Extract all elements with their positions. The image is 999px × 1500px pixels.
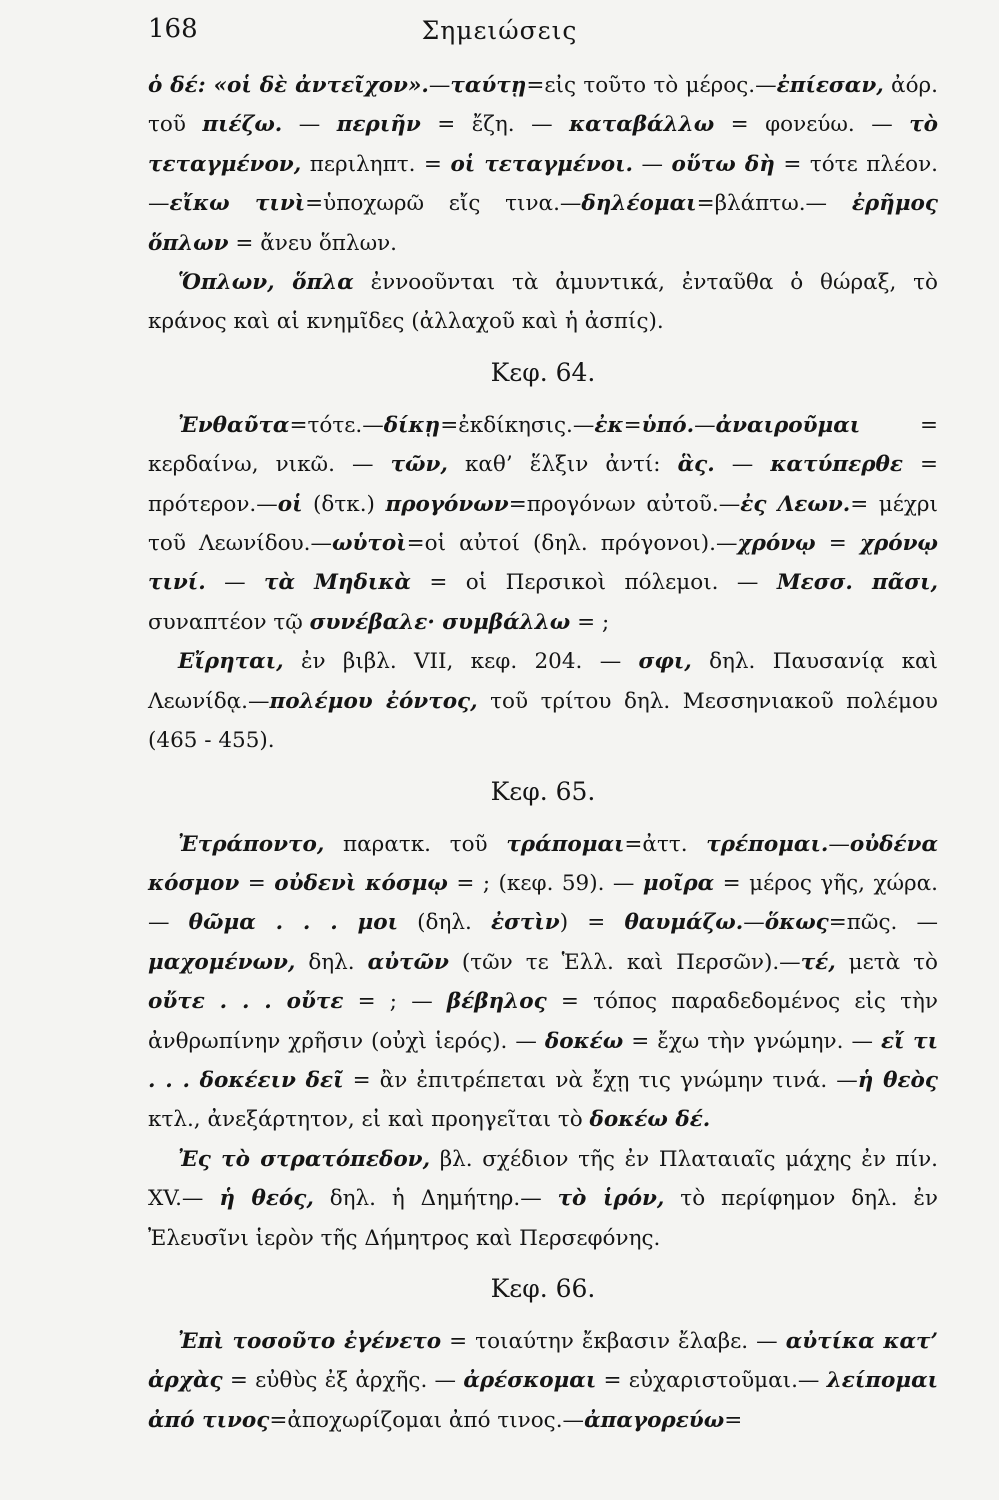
gloss-text: = <box>724 1407 743 1433</box>
page-header <box>0 12 999 52</box>
note-paragraph <box>148 642 938 760</box>
gloss-text: — <box>282 112 337 138</box>
gloss-text: καθ’ ἕλξιν ἀντί: <box>447 452 678 478</box>
gloss-text: (τῶν τε Ἑλλ. καὶ Περσῶν).— <box>448 949 801 975</box>
running-title: Σημειώσεις <box>421 16 578 45</box>
lemma-term: προγόνων <box>385 491 509 517</box>
gloss-text: μετὰ τὸ <box>835 949 938 975</box>
gloss-text: = τόπος παραδεδομένος εἰς τὴν ἀνθρωπίνην χρῆσιν (οὐχὶ ἱερός). — <box>148 989 938 1054</box>
gloss-text: δηλ. ἡ Δημήτηρ.— <box>313 1186 558 1212</box>
lemma-term: ἐκ <box>594 412 624 438</box>
lemma-term: αὐτῶν <box>367 949 449 975</box>
gloss-text: δηλ. <box>295 949 368 975</box>
lemma-term: χρόνῳ <box>737 531 816 557</box>
gloss-text: =εἰς τοῦτο τὸ μέρος.— <box>526 73 777 98</box>
lemma-term: ἐπίεσαν, <box>776 73 884 98</box>
gloss-text: παρατκ. τοῦ <box>324 831 507 857</box>
gloss-text: τοῦ τρίτου δηλ. Μεσσηνιακοῦ πολέμου (465 - 455). <box>148 688 938 754</box>
lemma-term: Ἐνθαῦτα <box>178 412 290 438</box>
lemma-term: οἱ <box>277 491 303 517</box>
gloss-text: — <box>828 831 850 857</box>
gloss-text: =πῶς. — <box>828 910 939 936</box>
gloss-text: = εὐθὺς ἐξ ἀρχῆς. — <box>222 1368 464 1394</box>
gloss-text: = πρότερον.— <box>148 452 938 517</box>
lemma-term: ἀναιροῦμαι <box>715 412 861 438</box>
note-paragraph <box>148 406 938 642</box>
gloss-text: — <box>743 910 765 936</box>
note-paragraph <box>148 1140 938 1258</box>
lemma-term: Ἐς τὸ στρατόπεδον, <box>178 1146 431 1172</box>
gloss-text: = ἔχω τὴν γνώμην. — <box>623 1028 881 1054</box>
chapter-heading: Κεφ. 65. <box>490 776 596 806</box>
gloss-text: = ἔζη. — <box>420 112 570 138</box>
lemma-term: συνέβαλε· συμβάλλω <box>309 609 571 635</box>
gloss-text: =οἱ αὐτοί (δηλ. πρόγονοι).— <box>406 531 738 557</box>
lemma-term: Εἴρηται, <box>178 649 284 675</box>
lemma-term: μαχομένων, <box>148 949 296 975</box>
lemma-term: οὔτε . . . οὔτε <box>148 989 344 1015</box>
note-paragraph <box>148 66 938 263</box>
gloss-text: = ; — <box>343 989 447 1015</box>
lemma-term: Ἐτράποντο, <box>178 831 325 857</box>
page-body <box>148 66 938 1440</box>
lemma-term: ὁ δέ: «οἱ δὲ ἀντεῖχον». <box>148 73 429 98</box>
gloss-text: βλ. σχέδιον τῆς ἐν Πλαταιαῖς μάχης ἐν πίν. XV.— <box>148 1146 939 1212</box>
lemma-term: Ὅπλων, ὅπλα <box>178 270 354 296</box>
gloss-text: ἐν βιβλ. VII, κεφ. 204. — <box>283 649 639 675</box>
gloss-text: — <box>205 570 265 596</box>
lemma-term: Μεσσ. πᾶσι, <box>776 570 938 596</box>
gloss-text: =ἐκδίκησις.— <box>440 412 595 438</box>
lemma-term: δηλέομαι <box>581 191 697 217</box>
lemma-term: ἡ θεός, <box>219 1186 314 1212</box>
gloss-text: = ; <box>570 609 610 635</box>
gloss-text: =ἀττ. <box>624 831 707 857</box>
lemma-term: τρέπομαι. <box>706 831 829 857</box>
lemma-term: ἐστὶν <box>491 910 560 936</box>
lemma-term: ὑπό. <box>641 412 695 438</box>
page-number: 168 <box>148 14 198 44</box>
gloss-text: = μέρος γῆς, χώρα. — <box>148 870 938 936</box>
gloss-text: ) = <box>559 910 625 936</box>
gloss-text: =προγόνων αὐτοῦ.— <box>508 491 741 517</box>
gloss-text: = <box>623 412 642 438</box>
lemma-term: περιῆν <box>336 112 421 138</box>
gloss-text: (δηλ. <box>397 910 491 936</box>
note-paragraph <box>148 1322 938 1440</box>
note-paragraph <box>148 825 938 1140</box>
lemma-term: ἐρῆμος ὅπλων <box>148 191 938 256</box>
lemma-term: ταύτῃ <box>450 73 527 98</box>
gloss-text: =τότε.— <box>289 412 384 438</box>
lemma-term: ἀπαγορεύω <box>584 1407 725 1433</box>
lemma-term: οὕτω δὴ <box>671 151 775 177</box>
gloss-text: = τότε πλέον.— <box>148 151 938 217</box>
gloss-text: ἀόρ. τοῦ <box>148 73 938 138</box>
gloss-text: — <box>428 73 451 98</box>
gloss-text: δηλ. Παυσανίᾳ καὶ Λεωνίδᾳ.— <box>148 649 938 714</box>
lemma-term: οὐδενὶ κόσμῳ <box>274 870 448 896</box>
note-paragraph <box>148 263 938 342</box>
lemma-term: εἴκω τινὶ <box>169 191 306 217</box>
gloss-text: = ἂν ἐπιτρέπεται νὰ ἔχῃ τις γνώμην τινά. — <box>343 1067 858 1093</box>
lemma-term: θῶμα . . . μοι <box>188 910 398 936</box>
gloss-text: = κερδαίνω, νικῶ. — <box>148 412 938 478</box>
lemma-term: βέβηλος <box>446 989 547 1015</box>
lemma-term: ὅκως <box>764 910 829 936</box>
lemma-term: ἀρέσκομαι <box>463 1368 597 1394</box>
lemma-term: σφι, <box>638 649 692 675</box>
lemma-term: τράπομαι <box>506 831 625 857</box>
lemma-term: δίκῃ <box>383 412 441 438</box>
gloss-text: συναπτέον τῷ <box>148 609 310 635</box>
gloss-text: κτλ., ἀνεξάρτητον, εἰ καὶ προηγεῖται τὸ <box>148 1107 590 1133</box>
lemma-term: καταβάλλω <box>569 112 715 138</box>
lemma-term: χρόνῳ τινί. <box>148 531 939 596</box>
chapter-heading: Κεφ. 66. <box>490 1273 596 1303</box>
lemma-term: τὰ Μηδικὰ <box>264 570 411 596</box>
gloss-text: =βλάπτω.— <box>696 191 852 217</box>
lemma-term: δοκέω <box>544 1028 624 1054</box>
lemma-term: εἴ τι . . . δοκέειν δεῖ <box>148 1028 938 1093</box>
lemma-term: κατύπερθε <box>770 452 903 478</box>
lemma-term: Ἐπὶ τοσοῦτο ἐγένετο <box>178 1328 442 1354</box>
lemma-term: μοῖρα <box>642 870 715 896</box>
gloss-text: = ἄνευ ὅπλων. <box>228 230 397 256</box>
lemma-term: θαυμάζω. <box>624 910 744 936</box>
gloss-text: τὸ περίφημον δηλ. ἐν Ἐλευσῖνι ἱερὸν τῆς Δήμητρος καὶ Περσεφόνης. <box>148 1186 938 1251</box>
gloss-text: = τοιαύτην ἔκβασιν ἔλαβε. — <box>441 1328 786 1354</box>
lemma-term: πολέμου ἐόντος, <box>269 688 478 714</box>
lemma-term: ωὑτοὶ <box>332 531 407 557</box>
lemma-term: αὐτίκα κατ’ ἀρχὰς <box>148 1328 938 1394</box>
gloss-text: = <box>239 870 275 896</box>
lemma-term: λείπομαι ἀπό τινος <box>148 1368 939 1433</box>
lemma-term: ἃς. <box>677 452 715 478</box>
lemma-term: τὸ ἱρόν, <box>557 1186 665 1212</box>
gloss-text: = μέχρι τοῦ Λεωνίδου.— <box>148 491 938 557</box>
gloss-text: = <box>815 531 860 557</box>
gloss-text: =ὑποχωρῶ εἴς τινα.— <box>305 191 582 217</box>
lemma-term: τέ, <box>800 949 836 975</box>
gloss-text: =ἀποχωρίζομαι ἀπό τινος.— <box>269 1407 585 1433</box>
lemma-term: τῶν, <box>390 452 448 478</box>
lemma-term: ἐς Λεων. <box>740 491 851 517</box>
gloss-text: — <box>714 452 771 478</box>
lemma-term: δοκέω δέ. <box>589 1107 711 1133</box>
gloss-text: = φονεύω. — <box>714 112 910 138</box>
gloss-text: (δτκ.) <box>302 491 386 517</box>
lemma-term: οἱ τεταγμένοι. <box>450 151 634 177</box>
chapter-heading: Κεφ. 64. <box>490 357 596 387</box>
gloss-text: περιληπτ. = <box>301 151 451 177</box>
gloss-text: = εὐχαριστοῦμαι.— <box>596 1368 827 1394</box>
lemma-term: ἡ θεὸς <box>857 1067 938 1093</box>
lemma-term: πιέζω. <box>202 112 283 138</box>
gloss-text: — <box>633 151 672 177</box>
gloss-text: = οἱ Περσικοὶ πόλεμοι. — <box>410 570 777 596</box>
gloss-text: = ; (κεφ. 59). — <box>447 870 643 896</box>
lemma-term: τὸ τεταγμένον, <box>148 112 939 177</box>
gloss-text: — <box>694 412 716 438</box>
lemma-term: οὐδένα κόσμον <box>148 831 938 896</box>
gloss-text: ἐννοοῦνται τὰ ἀμυντικά, ἐνταῦθα ὁ θώραξ, τὸ κράνος καὶ αἱ κνημῖδες (ἀλλαχοῦ καὶ ἡ ἀσπίς). <box>148 270 938 335</box>
